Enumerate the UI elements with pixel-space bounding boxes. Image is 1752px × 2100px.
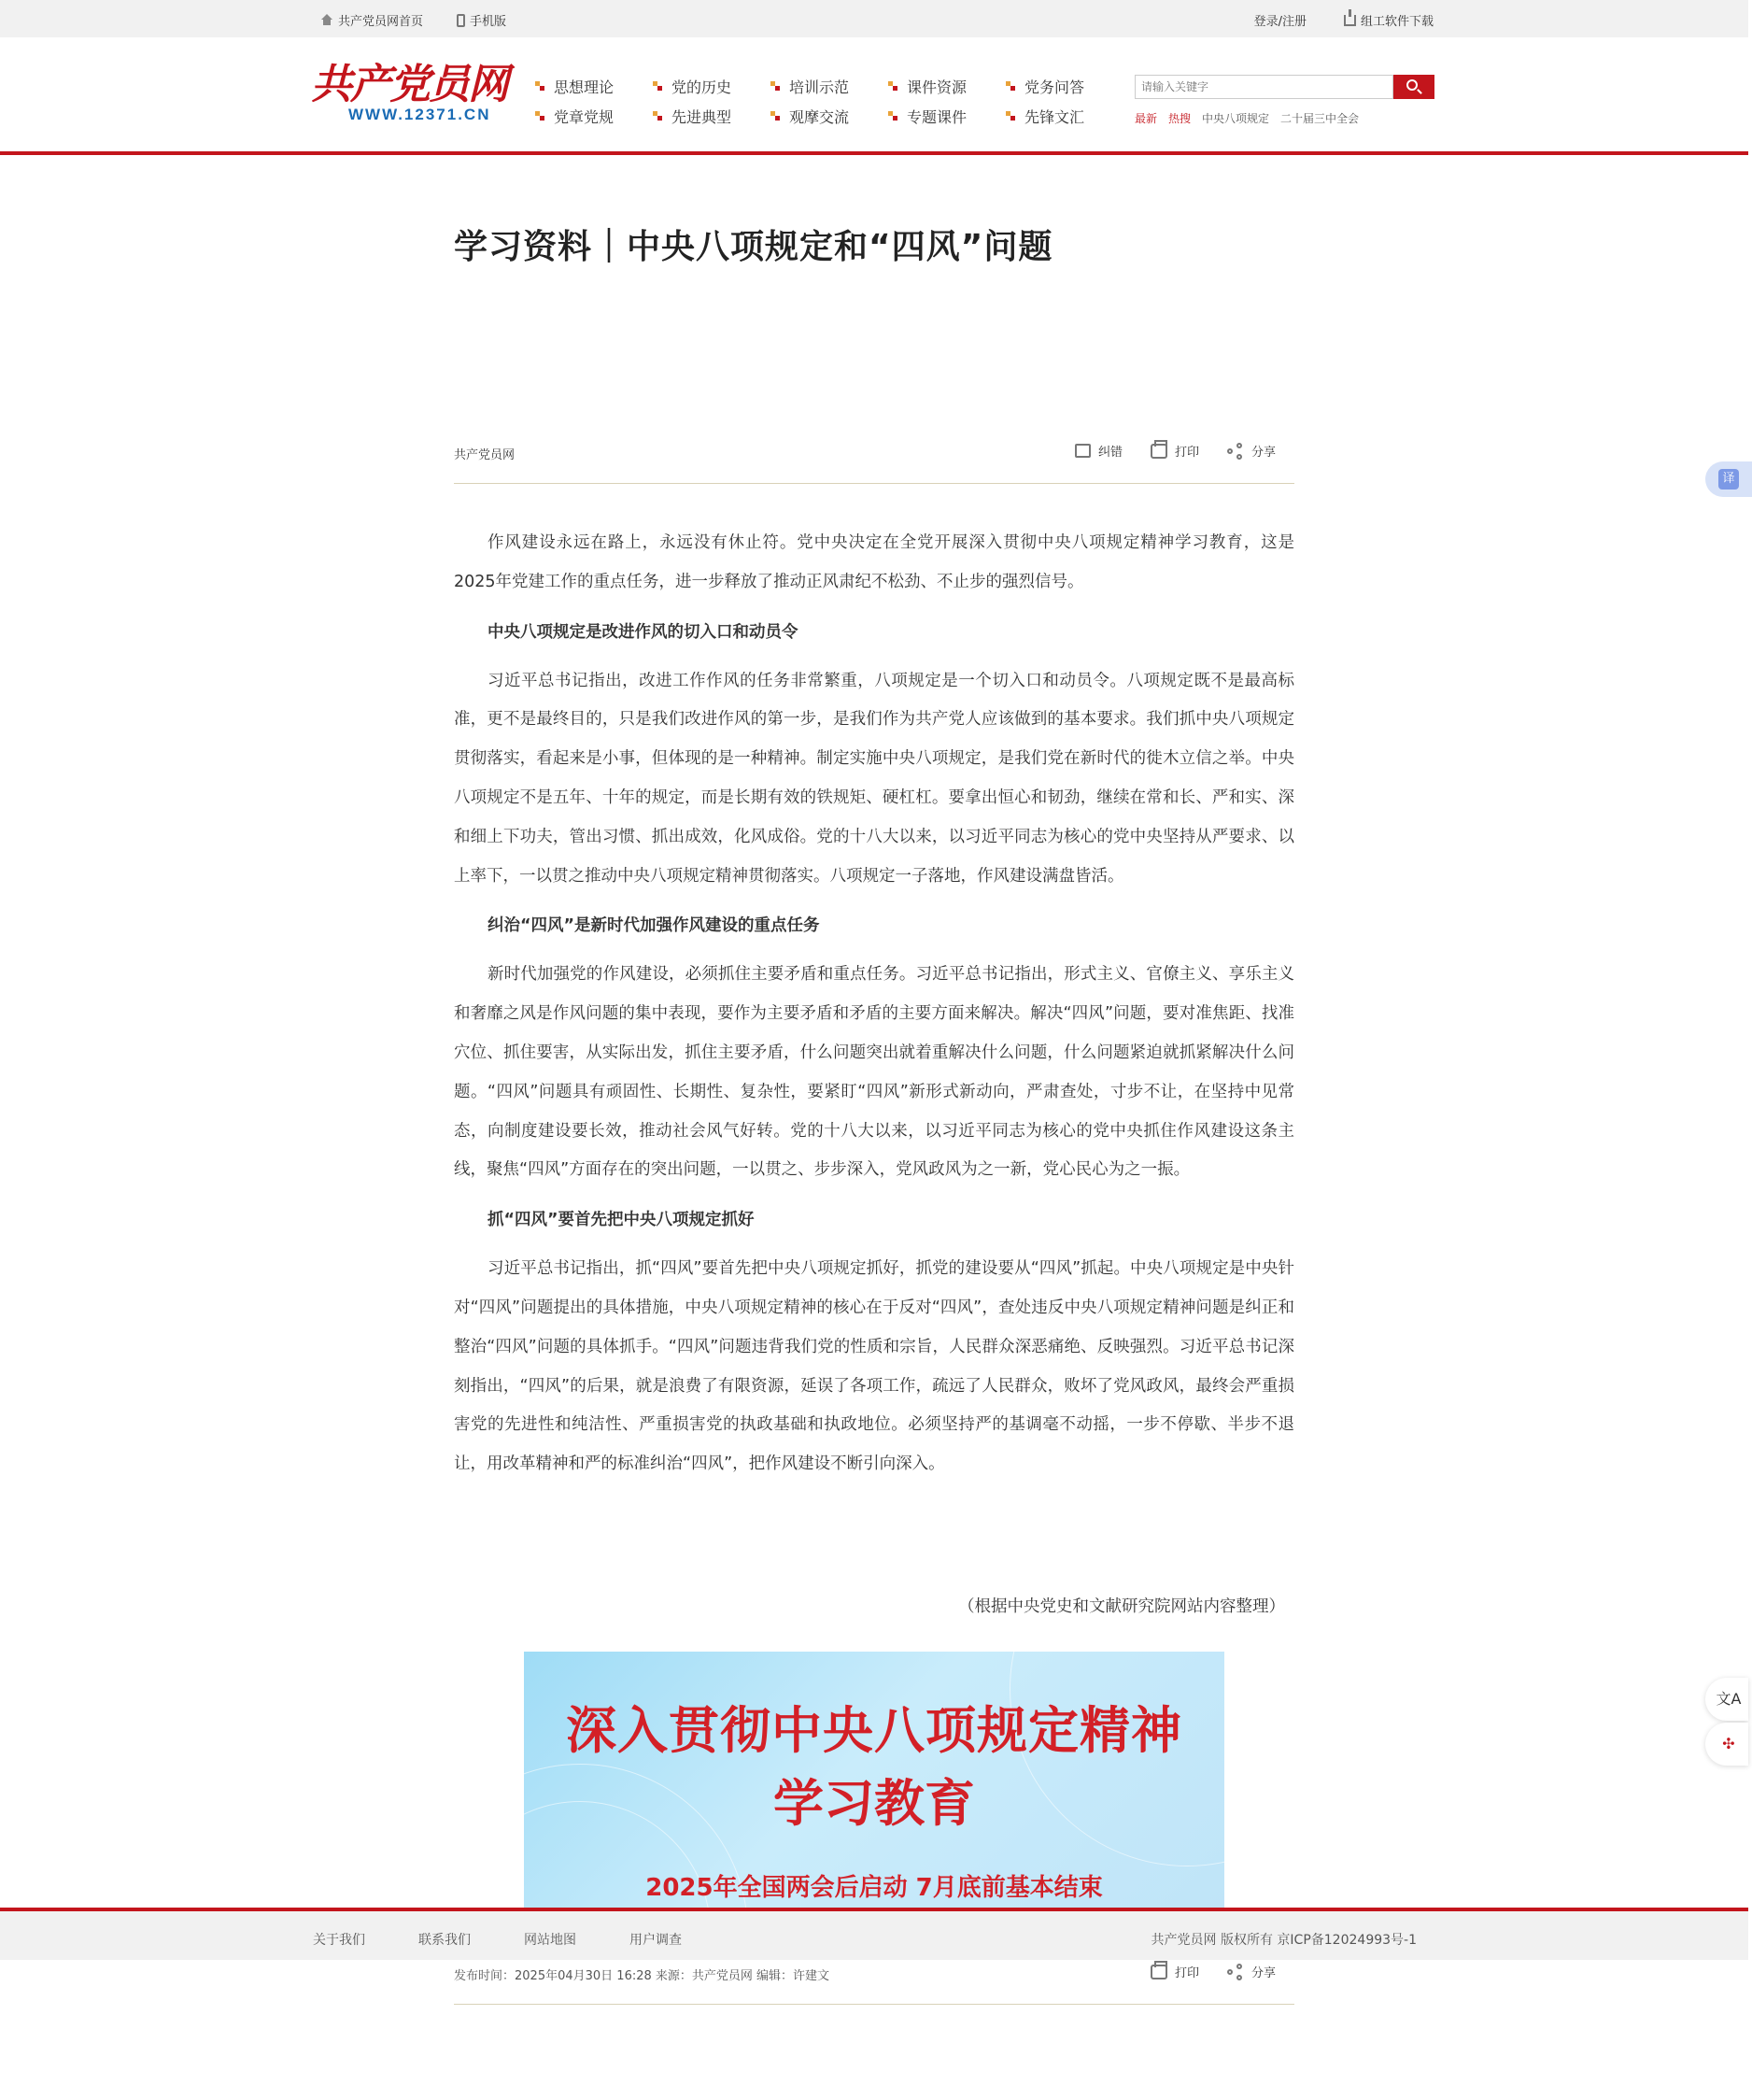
article-title: 学习资料｜中央八项规定和“四风”问题 [454,228,1053,266]
footer-link[interactable]: 网站地图 [524,1933,576,1948]
download-link[interactable]: 组工软件下载 [1344,11,1434,29]
bullet-icon [888,81,897,91]
top-bar [0,0,1748,37]
paragraph: 习近平总书记指出，改进工作作风的任务非常繁重，八项规定是一个切入口和动员令。八项规定既不是最高标准，更不是最终目的，只是我们改进作风的第一步，是我们作为共产党人应该做到的基本要求。我们抓中央八项规定贯彻落实，看起来是小事，但体现的是一种精神。制定实施中央八项规定，是我们党在新时代的徙木立信之举。中央八项规定不是五年、十年的规定，而是长期有效的铁规矩、硬杠杠。要拿出恒心和韧劲，继续在常和长、严和实、深和细上下功夫，管出习惯、抓出成效，化风成俗。党的十八大以来，以习近平同志为核心的党中央坚持从严要求、以上率下，一以贯之推动中央八项规定精神贯彻落实。八项规定一子落地，作风建设满盘皆活。 [454,671,1294,886]
nav-item[interactable]: 课件资源 [888,77,1006,95]
home-icon [320,14,333,26]
share-icon [1227,443,1244,460]
nav-item[interactable]: 先进典型 [653,106,770,125]
ai-assistant-button[interactable]: ✣ [1705,1723,1748,1766]
copyright: 共产党员网 版权所有 京ICP备12024993号-1 [1151,1933,1417,1948]
hot-tags [1135,110,1359,126]
bullet-icon [1006,81,1015,91]
print-icon [1151,1965,1167,1979]
banner-title-line1: 深入贯彻中央八项规定精神 [566,1700,1182,1760]
campaign-banner [524,1652,1224,1932]
nav-item[interactable]: 专题课件 [888,106,1006,125]
site-logo[interactable] [311,61,507,129]
nav-item[interactable]: 党章党规 [535,106,653,125]
footer-link[interactable]: 用户调查 [629,1933,682,1948]
bullet-icon [770,111,780,121]
edit-icon [1075,444,1091,458]
article-meta [454,445,1294,484]
article-source: 共产党员网 [454,448,516,462]
search-box [1135,75,1434,99]
nav-item[interactable]: 培训示范 [770,77,888,95]
banner-subtitle: 2025年全国两会后启动 7月底前基本结束 [645,1874,1103,1902]
share-button[interactable]: 分享 [1227,442,1276,460]
nav-item[interactable]: 思想理论 [535,77,653,95]
section-heading: 中央八项规定是改进作风的切入口和动员令 [487,622,798,642]
logo-text: 共产党员网 [311,61,507,108]
bullet-icon [535,81,544,91]
translate-tab[interactable] [1705,461,1752,497]
paragraph: 习近平总书记指出，抓“四风”要首先把中央八项规定抓好，抓党的建设要从“四风”抓起。中央八项规定是中央针对“四风”问题提出的具体措施，中央八项规定精神的核心在于反对“四风”，查处违反中央八项规定精神问题是纠正和整治“四风”问题的具体抓手。“四风”问题违背我们党的性质和宗旨，人民群众深恶痛绝、反映强烈。习近平总书记深刻指出，“四风”的后果，就是浪费了有限资源，延误了各项工作，疏远了人民群众，败坏了党风政风，最终会严重损害党的先进性和纯洁性、严重损害党的执政基础和执政地位。必须坚持严的基调毫不动摇，一步不停歇、半步不退让，用改革精神和严的标准纠治“四风”，把作风建设不断引向深入。 [454,1259,1294,1474]
search-icon [1406,79,1418,91]
site-footer [0,1908,1748,1960]
section-heading: 抓“四风”要首先把中央八项规定抓好 [487,1211,755,1230]
logo-url: WWW.12371.CN [348,106,491,123]
hot-tag[interactable]: 中央八项规定 [1202,112,1270,125]
nav-item[interactable]: 先锋文汇 [1006,106,1123,125]
share-button[interactable]: 分享 [1227,1963,1276,1980]
publish-info: 发布时间：2025年04月30日 16:28 来源：共产党员网 编辑：许建文 [454,1969,830,1983]
nav-item[interactable]: 党的历史 [653,77,770,95]
correct-button[interactable]: 纠错 [1075,442,1123,460]
article-credit: （根据中央党史和文献研究院网站内容整理） [958,1597,1285,1616]
bullet-icon [535,111,544,121]
banner-title-line2: 学习教育 [773,1773,975,1833]
paragraph: 作风建设永远在路上，永远没有休止符。党中央决定在全党开展深入贯彻中央八项规定精神学习教育，这是2025年党建工作的重点任务，进一步释放了推动正风肃纪不松劲、不止步的强烈信号。 [454,533,1294,591]
nav-item[interactable]: 党务问答 [1006,77,1123,95]
paragraph: 新时代加强党的作风建设，必须抓住主要矛盾和重点任务。习近平总书记指出，形式主义、官僚主义、享乐主义和奢靡之风是作风问题的集中表现，要作为主要矛盾和矛盾的主要方面来解决。解决“四风”问题，要对准焦距、找准穴位、抓住要害，从实际出发，抓住主要矛盾，什么问题突出就着重解决什么问题，什么问题紧迫就抓紧解决什么问题。“四风”问题具有顽固性、长期性、复杂性，要紧盯“四风”新形式新动向，严肃查处，寸步不让，在坚持中见常态，向制度建设要长效，推动社会风气好转。党的十八大以来，以习近平同志为核心的党中央抓住作风建设这条主线，聚焦“四风”方面存在的突出问题，一以贯之、步步深入，党风政风为之一新，党心民心为之一振。 [454,965,1294,1180]
bullet-icon [653,111,662,121]
article-tools [1075,442,1276,460]
hot-latest[interactable]: 最新 [1135,112,1158,125]
mobile-link[interactable]: 手机版 [457,11,506,29]
home-link[interactable]: 共产党员网首页 [320,11,423,29]
language-button[interactable]: 文A [1705,1678,1748,1721]
print-button[interactable]: 打印 [1151,1963,1199,1980]
search-button[interactable] [1393,75,1434,99]
print-button[interactable]: 打印 [1151,442,1199,460]
footer-link[interactable]: 关于我们 [313,1933,365,1948]
bullet-icon [888,111,897,121]
bullet-icon [1006,111,1015,121]
article-body [454,524,1294,1503]
phone-icon [457,14,465,27]
footer-tools [1151,1963,1276,1980]
section-heading: 纠治“四风”是新时代加强作风建设的重点任务 [487,916,820,936]
share-icon [1227,1964,1244,1980]
site-header [0,37,1748,155]
search-input[interactable] [1135,75,1393,99]
bullet-icon [770,81,780,91]
download-icon [1344,15,1356,26]
article-footer-meta [454,1965,1294,2005]
hot-trending[interactable]: 热搜 [1168,112,1192,125]
translate-icon: 译 [1718,469,1739,490]
hot-tag[interactable]: 二十届三中全会 [1280,112,1360,125]
login-link[interactable]: 登录/注册 [1253,15,1307,29]
nav-item[interactable]: 观摩交流 [770,106,888,125]
main-nav [535,77,1123,125]
print-icon [1151,444,1167,459]
footer-link[interactable]: 联系我们 [418,1933,471,1948]
bullet-icon [653,81,662,91]
